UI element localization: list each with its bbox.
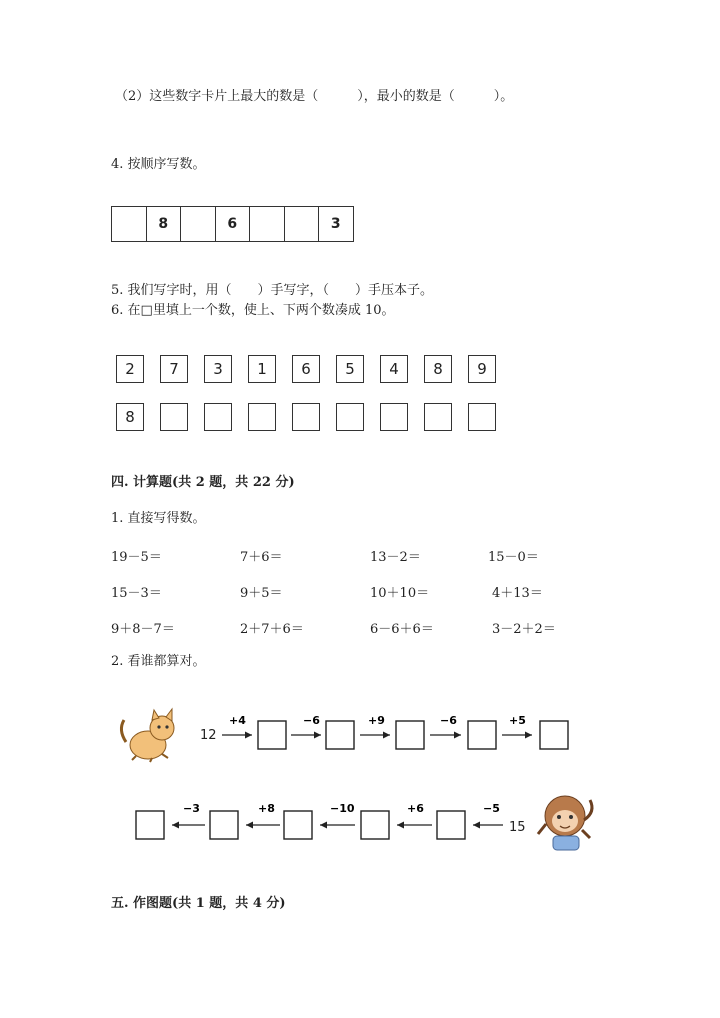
answer-box[interactable] xyxy=(160,403,188,431)
answer-box[interactable] xyxy=(336,403,364,431)
question-5: 5. 我们写字时，用（ ）手写字，（ ）手压本子。 xyxy=(111,283,434,298)
sequence-cell[interactable] xyxy=(250,207,285,241)
chain-1-op: +5 xyxy=(509,714,526,727)
chain-2-box[interactable] xyxy=(361,811,389,839)
calc-item: 15－0＝ xyxy=(488,550,539,565)
chain-2-op: −10 xyxy=(330,802,355,815)
number-card: 3 xyxy=(204,355,232,383)
question-4-title: 4. 按顺序写数。 xyxy=(111,157,206,172)
section-4-heading: 四. 计算题(共 2 题，共 22 分) xyxy=(111,475,295,490)
calc-item: 4＋13＝ xyxy=(492,586,543,601)
calc-item: 3－2＋2＝ xyxy=(492,622,556,637)
answer-box[interactable] xyxy=(204,403,232,431)
calc-1-title: 1. 直接写得数。 xyxy=(111,511,206,526)
question-3-2: （2）这些数字卡片上最大的数是（ ），最小的数是（ ）。 xyxy=(115,89,514,104)
chain-2-op: −3 xyxy=(183,802,200,815)
chain-1-box[interactable] xyxy=(326,721,354,749)
chain-2-box[interactable] xyxy=(210,811,238,839)
number-card: 1 xyxy=(248,355,276,383)
sequence-cell[interactable]: 6 xyxy=(216,207,251,241)
section-5-heading: 五. 作图题(共 1 题，共 4 分) xyxy=(111,896,286,911)
chain-1-box[interactable] xyxy=(540,721,568,749)
sequence-cell[interactable] xyxy=(112,207,147,241)
sequence-cell[interactable]: 8 xyxy=(147,207,182,241)
chain-1-op: −6 xyxy=(303,714,320,727)
sequence-cell[interactable] xyxy=(285,207,320,241)
calc-item: 9＋8－7＝ xyxy=(111,622,175,637)
answer-box[interactable] xyxy=(424,403,452,431)
chain-2-box[interactable] xyxy=(284,811,312,839)
chain-1-op: +9 xyxy=(368,714,385,727)
calc-item: 7＋6＝ xyxy=(240,550,283,565)
number-card: 2 xyxy=(116,355,144,383)
chain-2-box[interactable] xyxy=(437,811,465,839)
answer-box[interactable] xyxy=(380,403,408,431)
calc-item: 10＋10＝ xyxy=(370,586,430,601)
chain-2-start: 15 xyxy=(509,820,526,835)
chain-1-box[interactable] xyxy=(396,721,424,749)
question-6-title: 6. 在□里填上一个数，使上、下两个数凑成 10。 xyxy=(111,303,395,318)
number-card: 8 xyxy=(424,355,452,383)
calc-chain-1 xyxy=(0,700,720,790)
answer-box[interactable] xyxy=(248,403,276,431)
sequence-cell[interactable]: 3 xyxy=(330,216,341,232)
chain-1-op: +4 xyxy=(229,714,246,727)
calc-chain-2 xyxy=(0,790,720,870)
calc-2-title: 2. 看谁都算对。 xyxy=(111,654,206,669)
number-card: 4 xyxy=(380,355,408,383)
chain-2-op: +6 xyxy=(407,802,424,815)
number-card: 6 xyxy=(292,355,320,383)
number-card: 5 xyxy=(336,355,364,383)
answer-box[interactable] xyxy=(292,403,320,431)
calc-item: 9＋5＝ xyxy=(240,586,283,601)
calc-item: 15－3＝ xyxy=(111,586,162,601)
chain-2-box[interactable] xyxy=(136,811,164,839)
chain-1-box[interactable] xyxy=(258,721,286,749)
sequence-row xyxy=(111,206,354,242)
answer-box[interactable] xyxy=(468,403,496,431)
chain-1-box[interactable] xyxy=(468,721,496,749)
number-card: 9 xyxy=(468,355,496,383)
monkey-illustration xyxy=(538,796,592,850)
calc-item: 2＋7＋6＝ xyxy=(240,622,304,637)
number-card: 7 xyxy=(160,355,188,383)
calc-item: 19－5＝ xyxy=(111,550,162,565)
chain-2-op: +8 xyxy=(258,802,275,815)
chain-1-start: 12 xyxy=(200,728,217,743)
calc-item: 13－2＝ xyxy=(370,550,421,565)
chain-1-op: −6 xyxy=(440,714,457,727)
answer-box[interactable]: 8 xyxy=(116,403,144,431)
calc-item: 6－6＋6＝ xyxy=(370,622,434,637)
sequence-cell[interactable] xyxy=(181,207,216,241)
chain-2-op: −5 xyxy=(483,802,500,815)
cat-illustration xyxy=(121,709,174,762)
